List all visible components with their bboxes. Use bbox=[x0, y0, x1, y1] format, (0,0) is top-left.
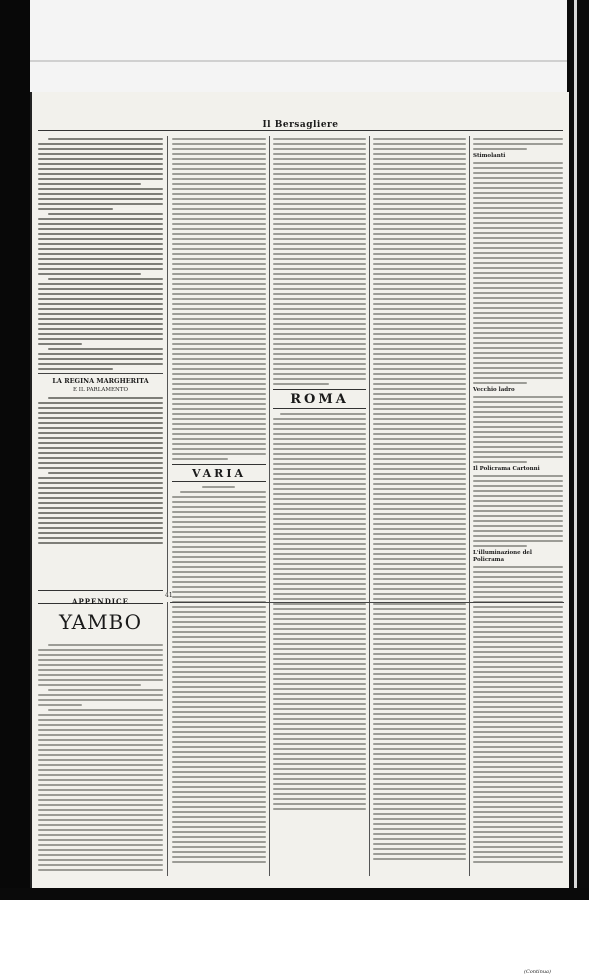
scanner-border-right bbox=[567, 0, 589, 900]
article-text-block bbox=[38, 644, 163, 871]
feuilleton-separator bbox=[170, 602, 564, 603]
section-divider bbox=[38, 373, 163, 374]
article-text-block bbox=[38, 397, 163, 544]
feuilleton-label: APPENDICE bbox=[72, 597, 129, 606]
paper-fold-line bbox=[0, 60, 589, 62]
column-2 bbox=[172, 138, 266, 876]
article-text-block bbox=[273, 413, 366, 810]
article-text-block bbox=[373, 138, 466, 860]
section-title-box bbox=[172, 464, 266, 482]
column-4 bbox=[373, 138, 466, 876]
column-3 bbox=[273, 138, 366, 876]
article-text-block bbox=[473, 475, 563, 547]
newspaper-page bbox=[30, 92, 569, 975]
column-rule bbox=[167, 136, 168, 592]
masthead-title: Il Bersagliere bbox=[262, 120, 339, 130]
section-title-box bbox=[273, 389, 366, 409]
feuilleton-body bbox=[38, 644, 163, 876]
article-heading: Vecchio ladro bbox=[473, 387, 515, 393]
masthead bbox=[38, 114, 563, 131]
feuilleton-title-text: YAMBO bbox=[58, 610, 143, 634]
article-text-block bbox=[273, 138, 366, 385]
scanner-border-left bbox=[0, 0, 30, 900]
column-rule bbox=[369, 136, 370, 876]
article-text-block bbox=[172, 486, 266, 863]
continued-note: (Continua) bbox=[524, 969, 551, 975]
feuilleton-title bbox=[38, 610, 163, 636]
column-rule bbox=[469, 136, 470, 876]
article-text-block bbox=[473, 162, 563, 384]
page-edge-strip bbox=[574, 0, 577, 900]
column-5 bbox=[473, 138, 563, 876]
article-heading: L'illuminazione del Policrama bbox=[473, 550, 533, 563]
article-text-block bbox=[473, 566, 563, 863]
article-text-block bbox=[38, 138, 163, 370]
article-heading: Il Policrama Cartonni bbox=[473, 466, 540, 472]
article-text-block bbox=[473, 138, 563, 150]
article-text-block bbox=[172, 138, 266, 460]
article-headline: LA REGINA MARGHERITA bbox=[52, 377, 149, 385]
scanner-border-bottom bbox=[0, 888, 589, 900]
section-title: ROMA bbox=[290, 392, 349, 407]
article-heading: Stimolanti bbox=[473, 153, 506, 159]
column-1 bbox=[38, 138, 163, 588]
feuilleton-number: 41 bbox=[165, 592, 173, 599]
article-subheadline: E IL PARLAMENTO bbox=[73, 387, 128, 393]
section-title: VARIA bbox=[191, 467, 247, 480]
article-text-block bbox=[473, 396, 563, 463]
column-rule bbox=[269, 136, 270, 876]
scanner-background-top bbox=[0, 0, 589, 92]
column-rule bbox=[167, 602, 168, 876]
feuilleton-header bbox=[38, 590, 163, 604]
